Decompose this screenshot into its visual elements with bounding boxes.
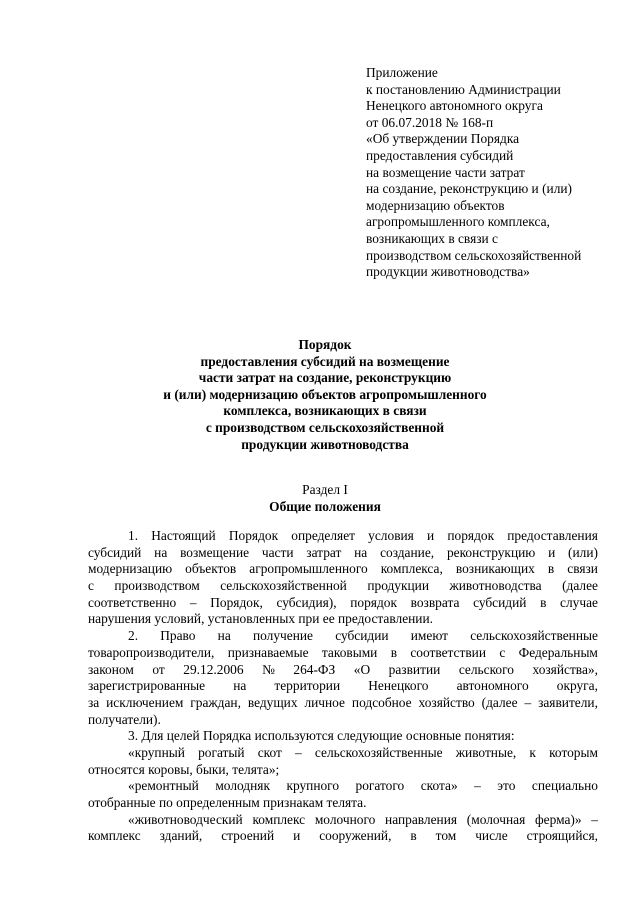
appendix-line: продукции животноводства» [366,264,530,280]
body-word: связи [567,561,598,577]
appendix-line: агропромышленного комплекса, [366,214,550,230]
body-word: агропромышленного [249,561,368,577]
body-word: комплекса, [380,561,443,577]
body-word: субсидий [473,594,527,610]
body-line [88,578,598,595]
section-number: Раздел I [302,482,348,497]
body-line: получатели). [88,711,161,727]
body-line [88,745,598,762]
body-word: сельскохозяйственные [470,628,598,644]
body-word: объектов [185,561,237,577]
body-word: Порядок [228,528,279,543]
body-line [88,695,598,712]
body-word: заявители, [538,694,598,710]
body-word: имеют [410,628,449,644]
appendix-line: на возмещение части затрат [366,164,525,180]
appendix-line: Приложение [366,65,438,80]
body-word: специально [531,778,598,794]
body-word: соответственно [88,594,177,610]
body-word: граждан, [190,694,241,710]
body-word: ферма)» [534,811,582,827]
body-word: в [390,644,398,660]
body-word: субсидий [88,544,142,560]
body-word: товаропроизводители, [88,644,215,660]
body-word: производством [114,578,200,594]
body-word: предоставления [507,528,598,543]
appendix-line: Ненецкого автономного округа [366,98,543,114]
body-line [88,812,598,829]
body-word: комплекс [88,828,141,844]
body-word: ведущих [247,694,298,710]
body-word: (далее [562,578,598,594]
body-word: развитии [388,661,441,677]
body-line: относятся коровы, быки, телята»; [88,761,280,777]
body-word: хозяйство [418,694,475,710]
body-word: «животноводческий [128,811,243,827]
body-word: это [497,778,516,794]
appendix-line: «Об утверждении Порядка [366,131,520,147]
body-line [88,678,598,695]
document-body [88,528,598,845]
section-heading: Общие положения [269,498,381,514]
body-word: молодняк [215,778,270,794]
body-word: от [152,661,165,677]
body-word: на [233,678,247,694]
body-word: округа, [556,678,598,694]
body-word: в [540,594,547,610]
body-word: порядок [350,594,397,610]
body-word: том [435,828,457,844]
appendix-line: модернизацию объектов [366,197,505,213]
body-line: отобранные по определенным признакам телята. [88,795,367,810]
body-word: соответствии [410,644,487,660]
body-word: № [262,661,275,677]
body-word: таковыми [321,644,378,660]
body-word: случае [560,594,598,610]
body-word: реконструкцию [446,544,536,560]
appendix-line: к постановлению Администрации [366,81,561,97]
document-title [60,337,590,453]
body-word: Федеральным [518,644,598,660]
body-word: «ремонтный [128,778,199,794]
body-line [88,645,598,662]
body-word: – [295,744,302,760]
body-word: законом [88,661,134,677]
body-word: Настоящий [151,528,216,543]
body-word: возмещение [180,544,250,560]
appendix-line: от 06.07.2018 № 168-п [366,114,494,130]
body-word: числе [475,828,508,844]
title-line: с производством сельскохозяйственной [205,419,445,435]
body-word: 29.12.2006 [183,661,244,677]
body-word: определяет [291,528,355,543]
body-line [88,528,598,545]
body-line [88,662,598,679]
body-word: «О [353,661,371,677]
body-word: сельскохозяйственные [314,744,443,760]
body-word: – [189,594,197,610]
appendix-line: на создание, реконструкцию и (или) [366,181,573,197]
body-word: (или) [568,544,598,560]
body-word: (далее [481,694,518,710]
body-word: животноводства [449,578,542,594]
body-word: субсидия), [276,594,337,610]
body-word: комплекс [252,811,306,827]
body-line [88,828,598,845]
body-word: 264-ФЗ [293,661,336,677]
body-word: возникающих [455,561,535,577]
body-word: с [88,578,94,594]
body-word: «крупный [128,744,185,760]
body-word: сельского [458,661,514,677]
title-line: части затрат на создание, реконструкцию [198,370,452,386]
body-line [88,545,598,562]
title-line: продукции животноводства [241,436,409,452]
body-word: признаваемые [227,644,309,660]
body-word: 2. [128,628,139,644]
body-word: получение [252,628,314,644]
appendix-line: предоставления субсидий [366,147,514,163]
section-header [60,482,590,516]
body-word: крупного [286,778,340,794]
body-word: строящийся, [526,828,598,844]
title-line: комплекса, возникающих в связи [223,403,427,419]
body-word: на [354,544,368,560]
body-word: в [410,828,417,844]
body-word: порядок [447,528,495,543]
body-word: – [474,778,481,794]
appendix-line: возникающих в связи с [366,230,498,246]
body-word: Право [160,628,196,644]
body-word: территории [274,678,341,694]
body-word: подсобное [351,694,412,710]
body-word: части [261,544,294,560]
body-line: нарушения условий, установленных при ее предоставлении. [88,611,433,627]
body-word: и [548,544,556,560]
body-word: Порядок, [210,594,263,610]
body-word: субсидии [335,628,389,644]
body-word: и [293,828,301,844]
body-word: животные, [455,744,517,760]
body-word: молочного [314,811,376,827]
body-word: к [529,744,536,760]
body-word: исключением [106,694,184,710]
body-line [88,778,598,795]
body-word: личное [304,694,345,710]
body-word: 1. [128,528,139,543]
body-word: направления [385,811,458,827]
body-word: – [524,694,532,710]
body-word: рогатый [198,744,245,760]
body-word: продукции [367,578,430,594]
body-word: модернизацию [88,561,173,577]
body-word: сельскохозяйственной [220,578,347,594]
body-word: и [427,528,435,543]
body-word: на [154,544,168,560]
body-word: возврата [410,594,460,610]
body-line [88,628,598,645]
body-word: в [547,561,555,577]
body-word: строений [221,828,275,844]
body-word: скота» [420,778,458,794]
body-word: рогатого [355,778,405,794]
body-line: 3. Для целей Порядка используются следующие основные понятия: [128,728,515,744]
body-word: с [499,644,506,660]
body-word: Ненецкого [368,678,429,694]
appendix-line: производством сельскохозяйственной [366,247,582,263]
body-line [88,561,598,578]
body-word: зарегистрированные [88,678,206,694]
body-word: которым [549,744,598,760]
body-line [88,595,598,612]
body-word: скот [257,744,282,760]
body-word: автономного [456,678,529,694]
body-word: сооружений, [319,828,392,844]
body-word: на [217,628,231,644]
body-word: (молочная [466,811,526,827]
body-word: создание, [380,544,435,560]
body-word: условия [368,528,414,543]
body-word: затрат [306,544,342,560]
body-word: – [591,811,598,827]
title-line: предоставления субсидий на возмещение [200,353,450,369]
title-line: и (или) модернизацию объектов агропромышленного [163,386,487,402]
body-word: за [88,694,100,710]
appendix-block [366,65,616,281]
body-word: хозяйства», [532,661,598,677]
body-word: зданий, [159,828,203,844]
title-line: Порядок [298,337,352,352]
